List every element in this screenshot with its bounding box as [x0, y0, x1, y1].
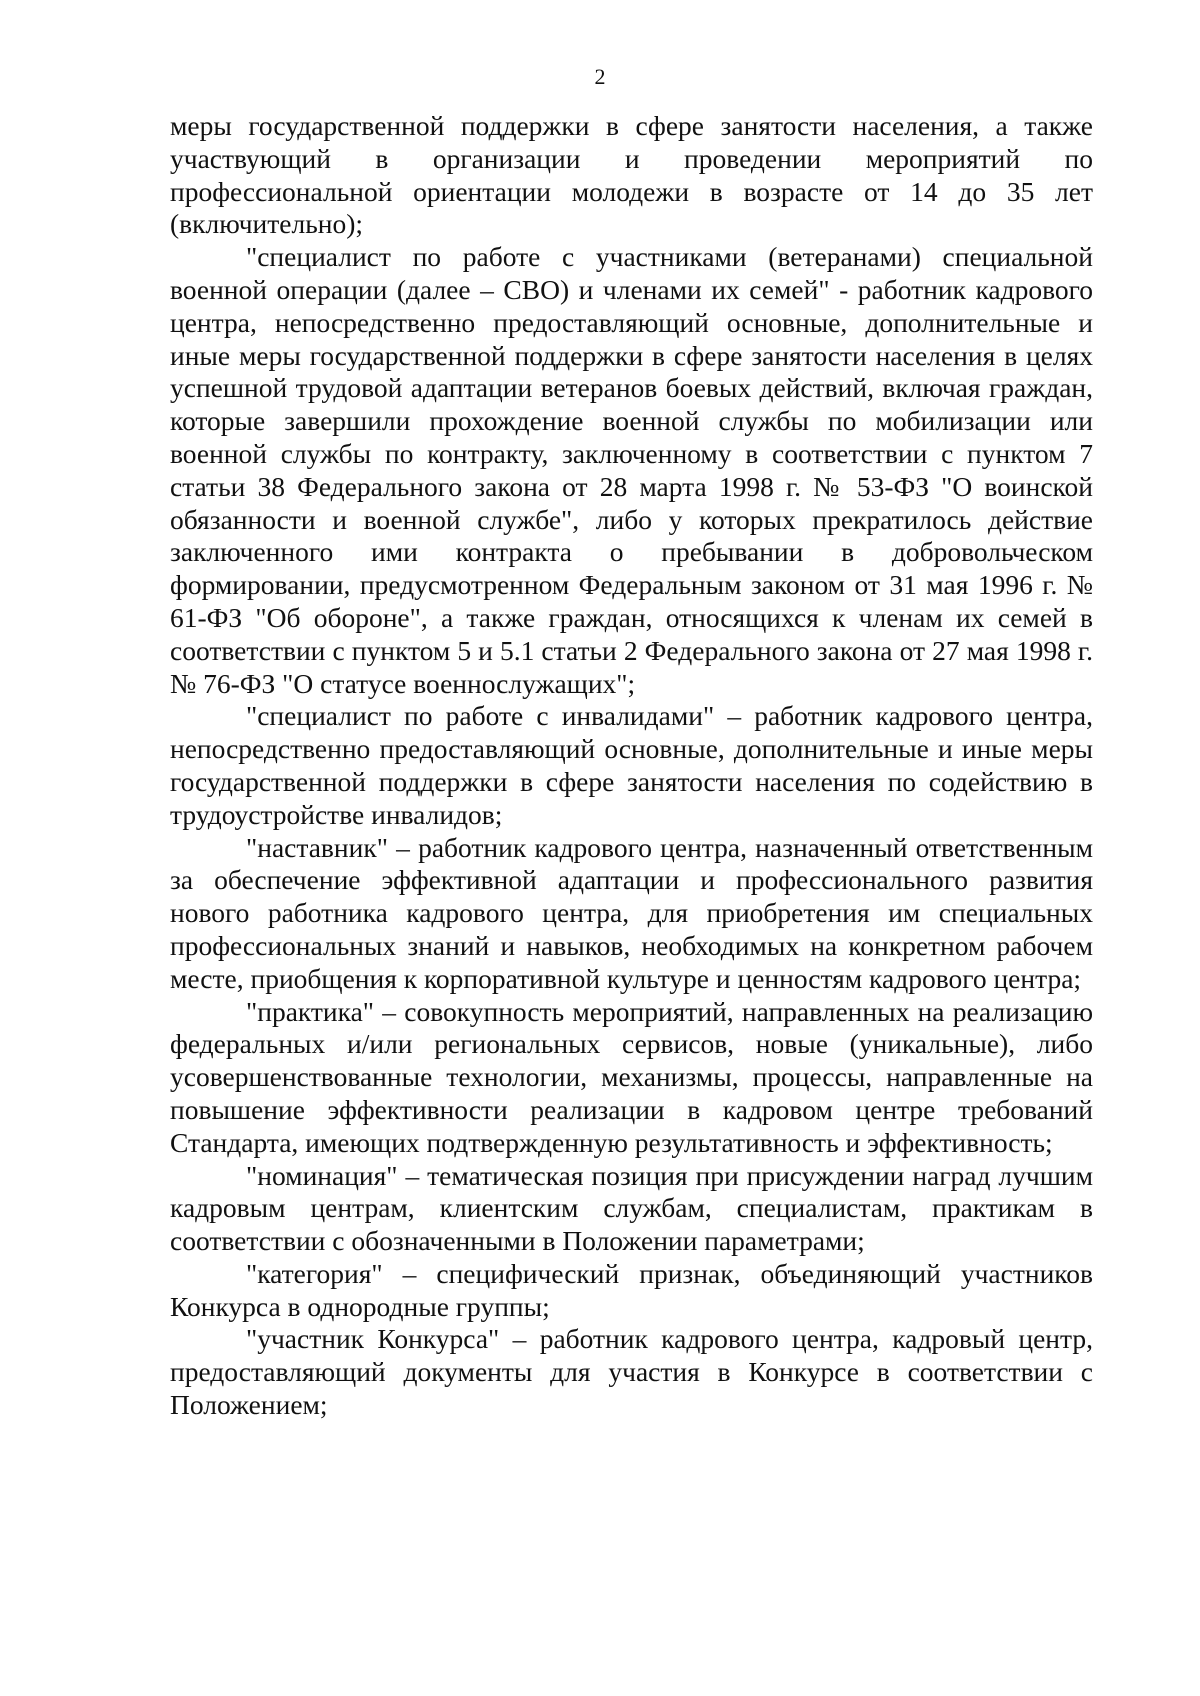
paragraph-definition-mentor: "наставник" – работник кадрового центра, назначенный ответственным за обеспечение эффективной адаптации и профессионального развития нового работника кадрового центра, для приобретения им специальных профессиональных знаний и навыков, необходимых на конкретном рабочем месте, приобщения к корпоративной культуре и ценностям кадрового центра;	[170, 831, 1093, 994]
page-number: 2	[594, 64, 606, 89]
paragraph-continuation: меры государственной поддержки в сфере занятости населения, а также участвующий в организации и проведении мероприятий по профессиональной ориентации молодежи в возрасте от 14 до 35 лет (включительно);	[170, 110, 1093, 240]
paragraph-definition-category: "категория" – специфический признак, объединяющий участников Конкурса в однородные группы;	[170, 1257, 1093, 1322]
paragraph-definition-svo-specialist: "специалист по работе с участниками (ветеранами) специальной военной операции (далее – СВО) и членами их семей" - работник кадрового центра, непосредственно предоставляющий основные, дополнительные и иные меры государственной поддержки в сфере занятости населения в целях успешной трудовой адаптации ветеранов боевых действий, включая граждан, которые завершили прохождение военной службы по мобилизации или военной службы по контракту, заключенному в соответствии с пунктом 7 статьи 38 Федерального закона от 28 марта 1998 г. № 53-ФЗ "О воинской обязанности и военной службе", либо у которых прекратилось действие заключенного ими контракта о пребывании в добровольческом формировании, предусмотренном Федеральным законом от 31 мая 1996 г. № 61-ФЗ "Об обороне", а также граждан, относящихся к членам их семей в соответствии с пунктом 5 и 5.1 статьи 2 Федерального закона от 27 мая 1998 г. № 76-ФЗ "О статусе военнослужащих";	[170, 241, 1093, 699]
paragraph-definition-practice: "практика" – совокупность мероприятий, направленных на реализацию федеральных и/или региональных сервисов, новые (уникальные), либо усовершенствованные технологии, механизмы, процессы, направленные на повышение эффективности реализации в кадровом центре требований Стандарта, имеющих подтвержденную результативность и эффективность;	[170, 995, 1093, 1158]
paragraph-definition-disability-specialist: "специалист по работе с инвалидами" – работник кадрового центра, непосредственно предоставляющий основные, дополнительные и иные меры государственной поддержки в сфере занятости населения по содействию в трудоустройстве инвалидов;	[170, 700, 1093, 830]
paragraph-definition-participant: "участник Конкурса" – работник кадрового центра, кадровый центр, предоставляющий документы для участия в Конкурсе в соответствии с Положением;	[170, 1323, 1093, 1421]
document-body	[170, 110, 1093, 1422]
paragraph-definition-nomination: "номинация" – тематическая позиция при присуждении наград лучшим кадровым центрам, клиентским службам, специалистам, практикам в соответствии с обозначенными в Положении параметрами;	[170, 1159, 1093, 1257]
